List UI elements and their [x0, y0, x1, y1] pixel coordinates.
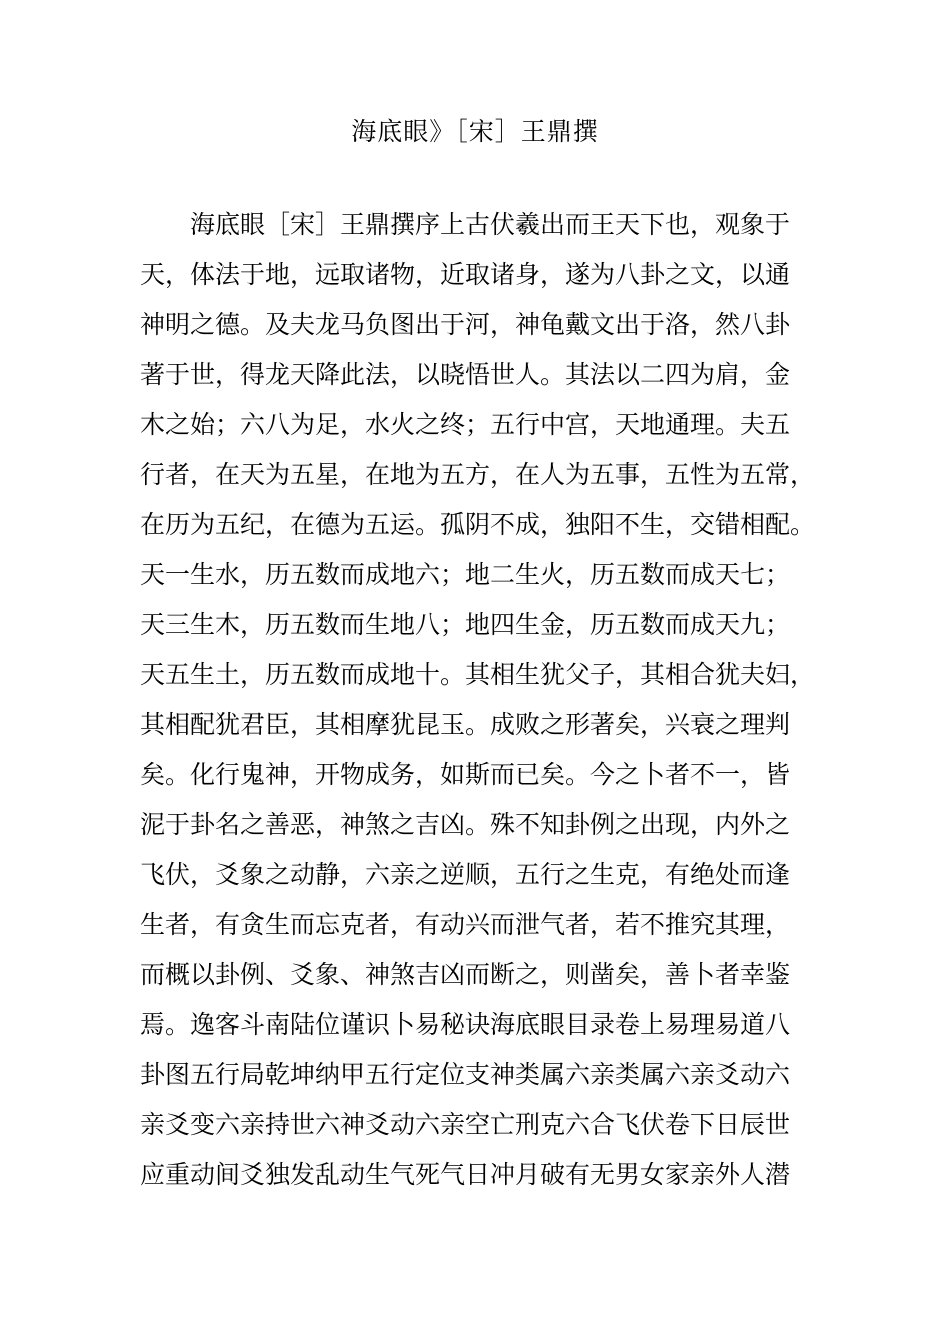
- text-line: 泥于卦名之善恶，神煞之吉凶。殊不知卦例之出现，内外之: [140, 810, 791, 839]
- text-line: 焉。逸客斗南陆位谨识卜易秘诀海底眼目录卷上易理易道八: [140, 1010, 791, 1039]
- text-line: 其相配犹君臣，其相摩犹昆玉。成败之形著矣，兴衰之理判: [140, 710, 791, 739]
- text-line: 著于世，得龙天降此法，以晓悟世人。其法以二四为肩，金: [140, 360, 791, 389]
- text-line: 天三生木，历五数而生地八；地四生金，历五数而成天九；: [140, 610, 791, 639]
- text-line: 应重动间爻独发乱动生气死气日冲月破有无男女家亲外人潜: [140, 1160, 791, 1189]
- text-line: 木之始；六八为足，水火之终；五行中宫，天地通理。夫五: [140, 410, 791, 439]
- text-line: 矣。化行鬼神，开物成务，如斯而已矣。今之卜者不一，皆: [140, 760, 791, 789]
- text-line: 生者，有贪生而忘克者，有动兴而泄气者，若不推究其理，: [140, 910, 791, 939]
- document-title: 海底眼》［宋］王鼎撰: [351, 117, 599, 146]
- document-body: [140, 200, 816, 1200]
- text-line: 卦图五行局乾坤纳甲五行定位支神类属六亲类属六亲爻动六: [140, 1060, 791, 1089]
- text-line: 飞伏，爻象之动静，六亲之逆顺，五行之生克，有绝处而逢: [140, 860, 791, 889]
- text-line: 天，体法于地，远取诸物，近取诸身，遂为八卦之文，以通: [140, 260, 791, 289]
- text-line: 神明之德。及夫龙马负图出于河，神龟戴文出于洛，然八卦: [140, 310, 791, 339]
- text-line: 天一生水，历五数而成地六；地二生火，历五数而成天七；: [140, 560, 791, 589]
- text-line: 海底眼［宋］王鼎撰序上古伏羲出而王天下也，观象于: [190, 210, 791, 239]
- text-line: 天五生土，历五数而成地十。其相生犹父子，其相合犹夫妇，: [140, 660, 816, 689]
- text-line: 而概以卦例、爻象、神煞吉凶而断之，则凿矣，善卜者幸鉴: [140, 960, 791, 989]
- text-line: 亲爻变六亲持世六神爻动六亲空亡刑克六合飞伏卷下日辰世: [140, 1110, 791, 1139]
- text-line: 在历为五纪，在德为五运。孤阴不成，独阳不生，交错相配。: [140, 510, 816, 539]
- text-line: 行者，在天为五星，在地为五方，在人为五事，五性为五常，: [140, 460, 816, 489]
